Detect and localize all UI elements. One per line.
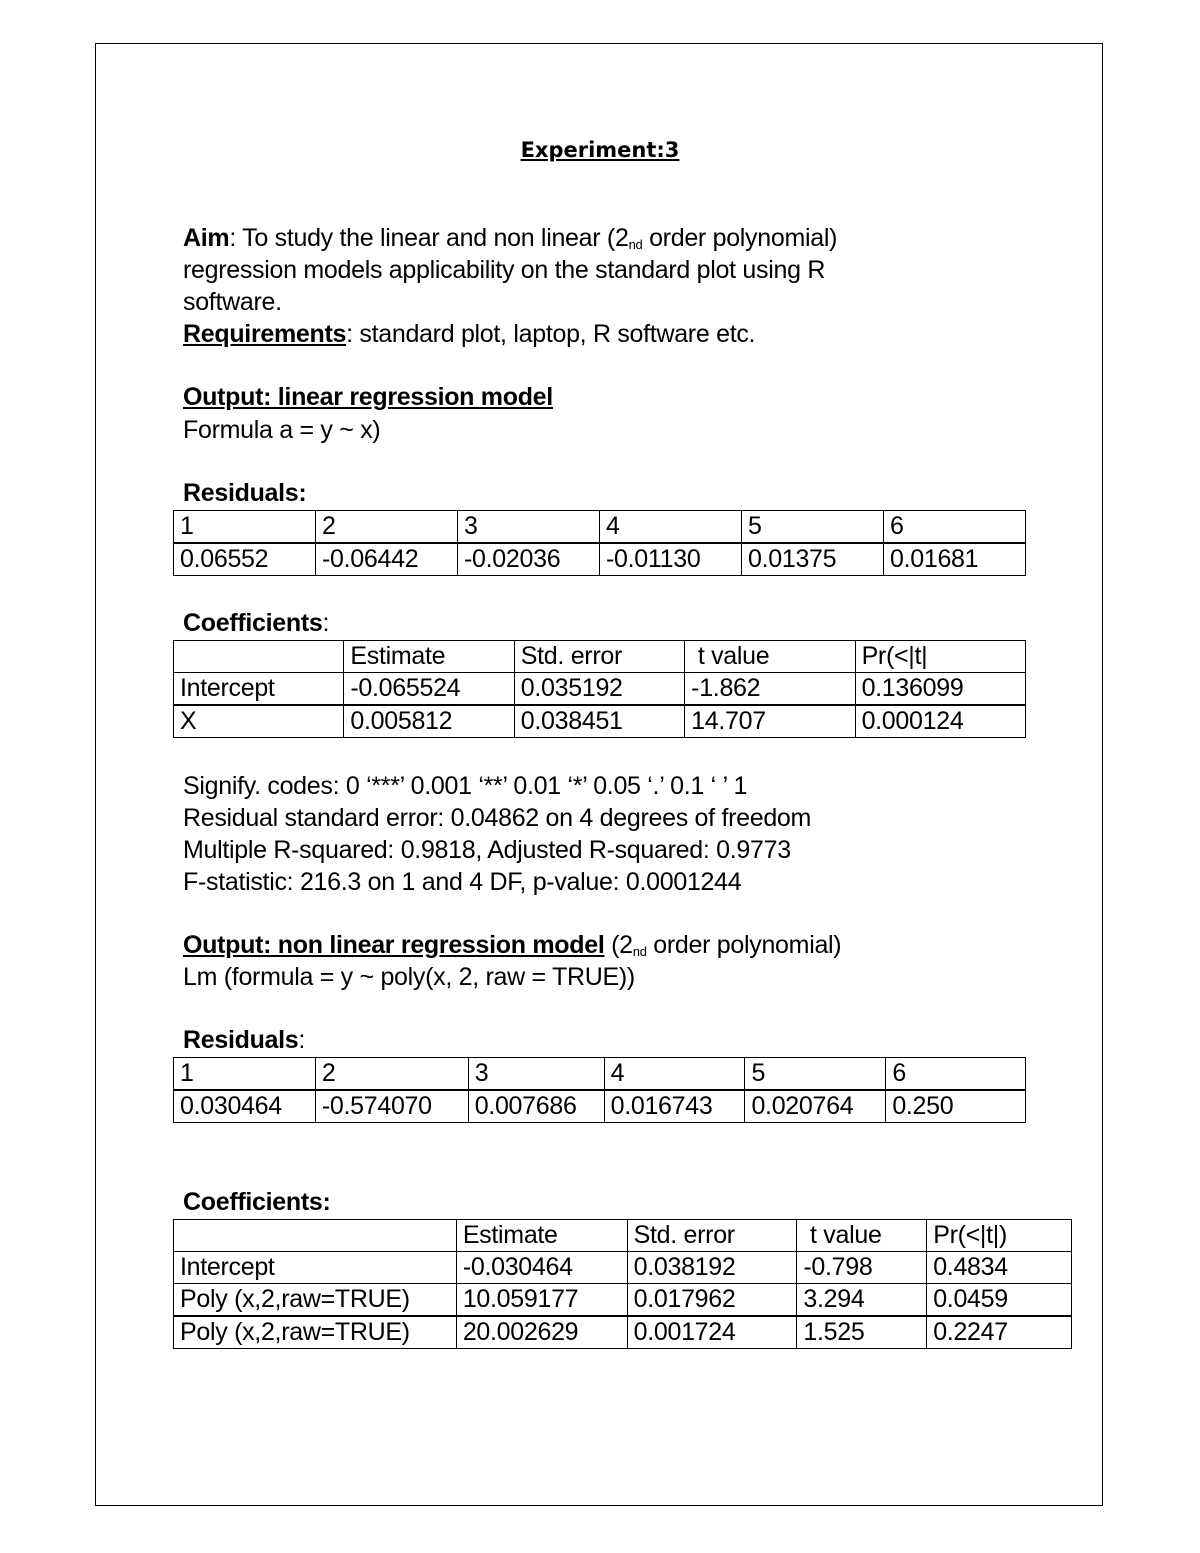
table-cell: 3.294: [797, 1284, 927, 1317]
aim-label: Aim: [183, 224, 230, 252]
table-cell: 0.005812: [344, 705, 514, 738]
aim-line-3: software.: [183, 288, 282, 316]
table-cell: Pr(<|t|: [855, 641, 1025, 673]
table-cell: 0.01681: [884, 543, 1026, 576]
table-cell: 14.707: [685, 705, 855, 738]
table-cell: 2: [316, 511, 458, 544]
table-cell: Poly (x,2,raw=TRUE): [174, 1284, 457, 1317]
f-statistic-line: F-statistic: 216.3 on 1 and 4 DF, p-value: 0.0001244: [183, 868, 742, 896]
nonlinear-heading-suffix-tail: order polynomial): [646, 931, 842, 959]
table-row: [174, 543, 1026, 576]
linear-coefficients-label-line: [183, 609, 329, 638]
table-cell: 1: [174, 1058, 316, 1091]
linear-formula: Formula a = y ~ x): [183, 416, 381, 444]
table-cell: -0.065524: [344, 673, 514, 706]
table-cell: 0.007686: [468, 1090, 604, 1123]
page-title: Experiment:3: [520, 138, 680, 162]
table-cell: 0.020764: [745, 1090, 886, 1123]
table-cell: 3: [468, 1058, 604, 1091]
nonlinear-heading-line: [183, 931, 841, 960]
table-cell: Estimate: [344, 641, 514, 673]
nonlinear-residuals-label-line: [183, 1026, 305, 1055]
table-cell: X: [174, 705, 344, 738]
aim-line-1: [183, 224, 837, 253]
table-cell: 0.01375: [742, 543, 884, 576]
table-cell: -1.862: [685, 673, 855, 706]
nonlinear-heading-suffix: (2: [604, 931, 633, 959]
table-cell: 6: [886, 1058, 1026, 1091]
nonlinear-coefficients-table: [173, 1219, 1072, 1349]
table-cell: Pr(<|t|): [927, 1220, 1072, 1252]
table-cell: 20.002629: [456, 1316, 627, 1349]
table-cell: Poly (x,2,raw=TRUE): [174, 1316, 457, 1349]
table-cell: 0.06552: [174, 543, 316, 576]
table-cell: Intercept: [174, 1252, 457, 1284]
table-cell: 6: [884, 511, 1026, 544]
table-cell: 0.030464: [174, 1090, 316, 1123]
table-row: [174, 1316, 1072, 1349]
table-cell: 0.001724: [627, 1316, 797, 1349]
table-cell: Estimate: [456, 1220, 627, 1252]
table-cell: Std. error: [627, 1220, 797, 1252]
table-cell: -0.06442: [316, 543, 458, 576]
aim-superscript: nd: [628, 237, 643, 252]
table-cell: 0.035192: [514, 673, 684, 706]
linear-residuals-table: [173, 510, 1026, 576]
requirements-text: : standard plot, laptop, R software etc.: [346, 320, 756, 348]
table-header-row: [174, 1220, 1072, 1252]
nonlinear-coefficients-label: Coefficients:: [183, 1188, 331, 1216]
nonlinear-residuals-table: [173, 1057, 1026, 1123]
table-cell: 0.250: [886, 1090, 1026, 1123]
table-cell: Std. error: [514, 641, 684, 673]
requirements-line: [183, 320, 755, 349]
table-cell: 0.0459: [927, 1284, 1072, 1317]
table-cell: -0.030464: [456, 1252, 627, 1284]
table-cell: 5: [745, 1058, 886, 1091]
aim-text: : To study the linear and non linear (2: [229, 224, 629, 252]
table-cell: Intercept: [174, 673, 344, 706]
table-cell: 0.2247: [927, 1316, 1072, 1349]
table-header-row: [174, 641, 1026, 673]
table-cell: -0.02036: [458, 543, 600, 576]
table-cell: [174, 641, 344, 673]
nonlinear-heading: Output: non linear regression model: [183, 931, 605, 959]
table-cell: 1.525: [797, 1316, 927, 1349]
signif-codes-line: Signify. codes: 0 ‘***’ 0.001 ‘**’ 0.01 ‘*’ 0.05 ‘.’ 0.1 ‘ ’ 1: [183, 772, 748, 800]
aim-line-2: regression models applicability on the standard plot using R: [183, 256, 826, 284]
table-row: [174, 705, 1026, 738]
table-cell: 4: [604, 1058, 745, 1091]
table-cell: -0.01130: [600, 543, 742, 576]
table-cell: -0.798: [797, 1252, 927, 1284]
r-squared-line: Multiple R-squared: 0.9818, Adjusted R-squared: 0.9773: [183, 836, 791, 864]
linear-coefficients-table: [173, 640, 1026, 738]
table-cell: t value: [797, 1220, 927, 1252]
table-cell: 4: [600, 511, 742, 544]
residual-std-error-line: Residual standard error: 0.04862 on 4 degrees of freedom: [183, 804, 812, 832]
table-cell: 0.016743: [604, 1090, 745, 1123]
table-row: [174, 673, 1026, 706]
nonlinear-formula: Lm (formula = y ~ poly(x, 2, raw = TRUE)): [183, 963, 635, 991]
aim-text-tail: order polynomial): [642, 224, 838, 252]
linear-coefficients-label: Coefficients: [183, 609, 323, 637]
requirements-label: Requirements: [183, 320, 347, 348]
nonlinear-residuals-colon: :: [298, 1026, 306, 1054]
linear-residuals-label: Residuals:: [183, 479, 307, 507]
table-cell: 0.136099: [855, 673, 1025, 706]
table-row: [174, 1284, 1072, 1317]
table-row: [174, 1252, 1072, 1284]
table-cell: t value: [685, 641, 855, 673]
table-cell: 0.4834: [927, 1252, 1072, 1284]
table-row: [174, 1090, 1026, 1123]
nonlinear-superscript: nd: [632, 944, 647, 959]
table-cell: 10.059177: [456, 1284, 627, 1317]
linear-coefficients-colon: :: [322, 609, 330, 637]
nonlinear-residuals-label: Residuals: [183, 1026, 299, 1054]
table-cell: [174, 1220, 457, 1252]
table-cell: 1: [174, 511, 316, 544]
table-cell: 0.038451: [514, 705, 684, 738]
table-cell: 3: [458, 511, 600, 544]
table-cell: 0.038192: [627, 1252, 797, 1284]
table-cell: 0.017962: [627, 1284, 797, 1317]
linear-heading: Output: linear regression model: [183, 383, 553, 411]
table-header-row: [174, 511, 1026, 544]
table-cell: -0.574070: [315, 1090, 468, 1123]
table-cell: 2: [315, 1058, 468, 1091]
table-header-row: [174, 1058, 1026, 1091]
table-cell: 0.000124: [855, 705, 1025, 738]
table-cell: 5: [742, 511, 884, 544]
